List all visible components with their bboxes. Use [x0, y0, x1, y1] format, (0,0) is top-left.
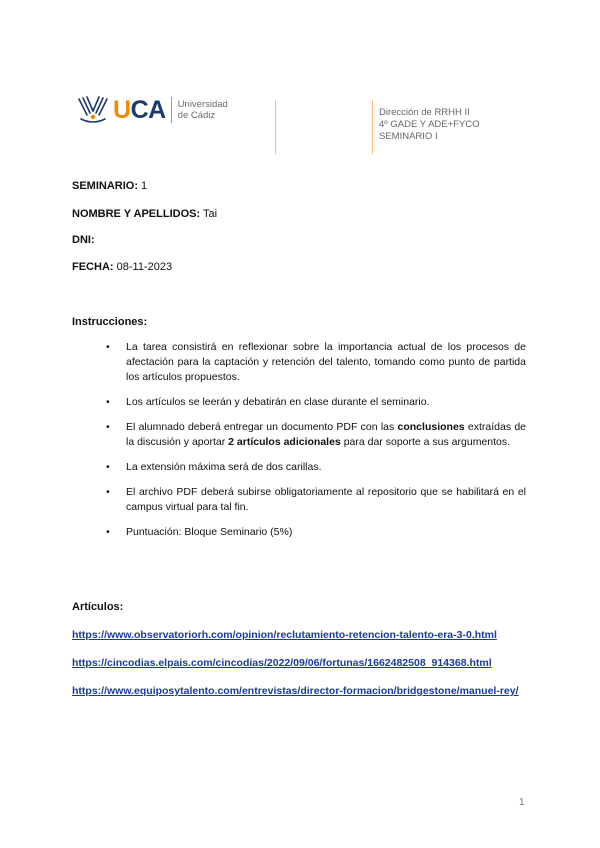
field-seminario [72, 180, 147, 192]
logo-divider [171, 97, 172, 123]
department-info [379, 107, 480, 143]
department-line-3: SEMINARIO I [379, 131, 438, 142]
uca-emblem-icon [76, 95, 110, 125]
bullet-icon: • [106, 486, 110, 498]
list-item-bold-conclusiones: conclusiones [397, 421, 465, 433]
field-dni-label: DNI: [72, 234, 95, 246]
field-nombre [72, 208, 217, 220]
list-item-text-part: El alumnado deberá entregar un documento PDF con las [126, 421, 398, 433]
bullet-icon: • [106, 461, 110, 473]
article-link-1[interactable]: https://www.observatoriorh.com/opinion/reclutamiento-retencion-talento-era-3-0.html [72, 629, 497, 641]
list-item-text: Los artículos se leerán y debatirán en clase durante el seminario. [126, 396, 430, 408]
list-item-text: La tarea consistirá en reflexionar sobre la importancia actual de los procesos de afectación para la captación y retención del talento, tomando como punto de partida los artículos propuestos. [126, 341, 526, 383]
list-item [106, 485, 526, 515]
field-seminario-value: 1 [138, 180, 148, 192]
header-separator-left [275, 100, 276, 154]
articles-links [72, 628, 528, 712]
page-number: 1 [519, 797, 525, 808]
university-name [178, 99, 228, 121]
department-line-1: Dirección de RRHH II [379, 107, 470, 118]
field-fecha-value: 08-11-2023 [113, 261, 173, 273]
article-link-3[interactable]: https://www.equiposytalento.com/entrevistas/director-formacion/bridgestone/manuel-rey/ [72, 685, 519, 697]
articles-title: Artículos: [72, 601, 124, 613]
list-item-text-part: extraídas de la discusión y aportar [126, 421, 526, 448]
instructions-title: Instrucciones: [72, 316, 148, 328]
university-line-1: Universidad [177, 99, 228, 110]
field-seminario-label: SEMINARIO: [72, 180, 138, 192]
university-line-2: de Cádiz [177, 110, 216, 121]
list-item [106, 460, 526, 475]
article-link-2[interactable]: https://cincodias.elpais.com/cincodias/2022/09/06/fortunas/1662482508_914368.html [72, 657, 492, 669]
uca-logo [76, 93, 228, 127]
bullet-icon: • [106, 526, 110, 538]
list-item-text: La extensión máxima será de dos carillas. [126, 461, 322, 473]
list-item-bold-articulos: 2 artículos adicionales [228, 436, 341, 448]
field-fecha [72, 261, 172, 273]
header-separator-right [372, 100, 373, 154]
list-item-text: El archivo PDF deberá subirse obligatoriamente al repositorio que se habilitará en el campus virtual para tal fin. [126, 486, 526, 513]
instructions-list [106, 340, 526, 550]
bullet-icon: • [106, 421, 110, 433]
list-item [106, 525, 526, 540]
department-line-2: 4º GADE Y ADE+FYCO [379, 119, 480, 130]
list-item [106, 420, 526, 450]
field-dni [72, 234, 95, 246]
list-item [106, 340, 526, 385]
uca-wordmark-ca: CA [130, 95, 166, 124]
bullet-icon: • [106, 341, 110, 353]
field-fecha-label: FECHA: [72, 261, 114, 273]
list-item-text: Puntuación: Bloque Seminario (5%) [126, 526, 293, 538]
uca-wordmark [113, 95, 166, 124]
list-item-text-part: para dar soporte a sus argumentos. [340, 436, 511, 448]
field-nombre-label: NOMBRE Y APELLIDOS: [72, 208, 201, 220]
list-item [106, 395, 526, 410]
field-nombre-value: Tai [200, 208, 218, 220]
bullet-icon: • [106, 396, 110, 408]
uca-wordmark-u: U [113, 95, 131, 124]
